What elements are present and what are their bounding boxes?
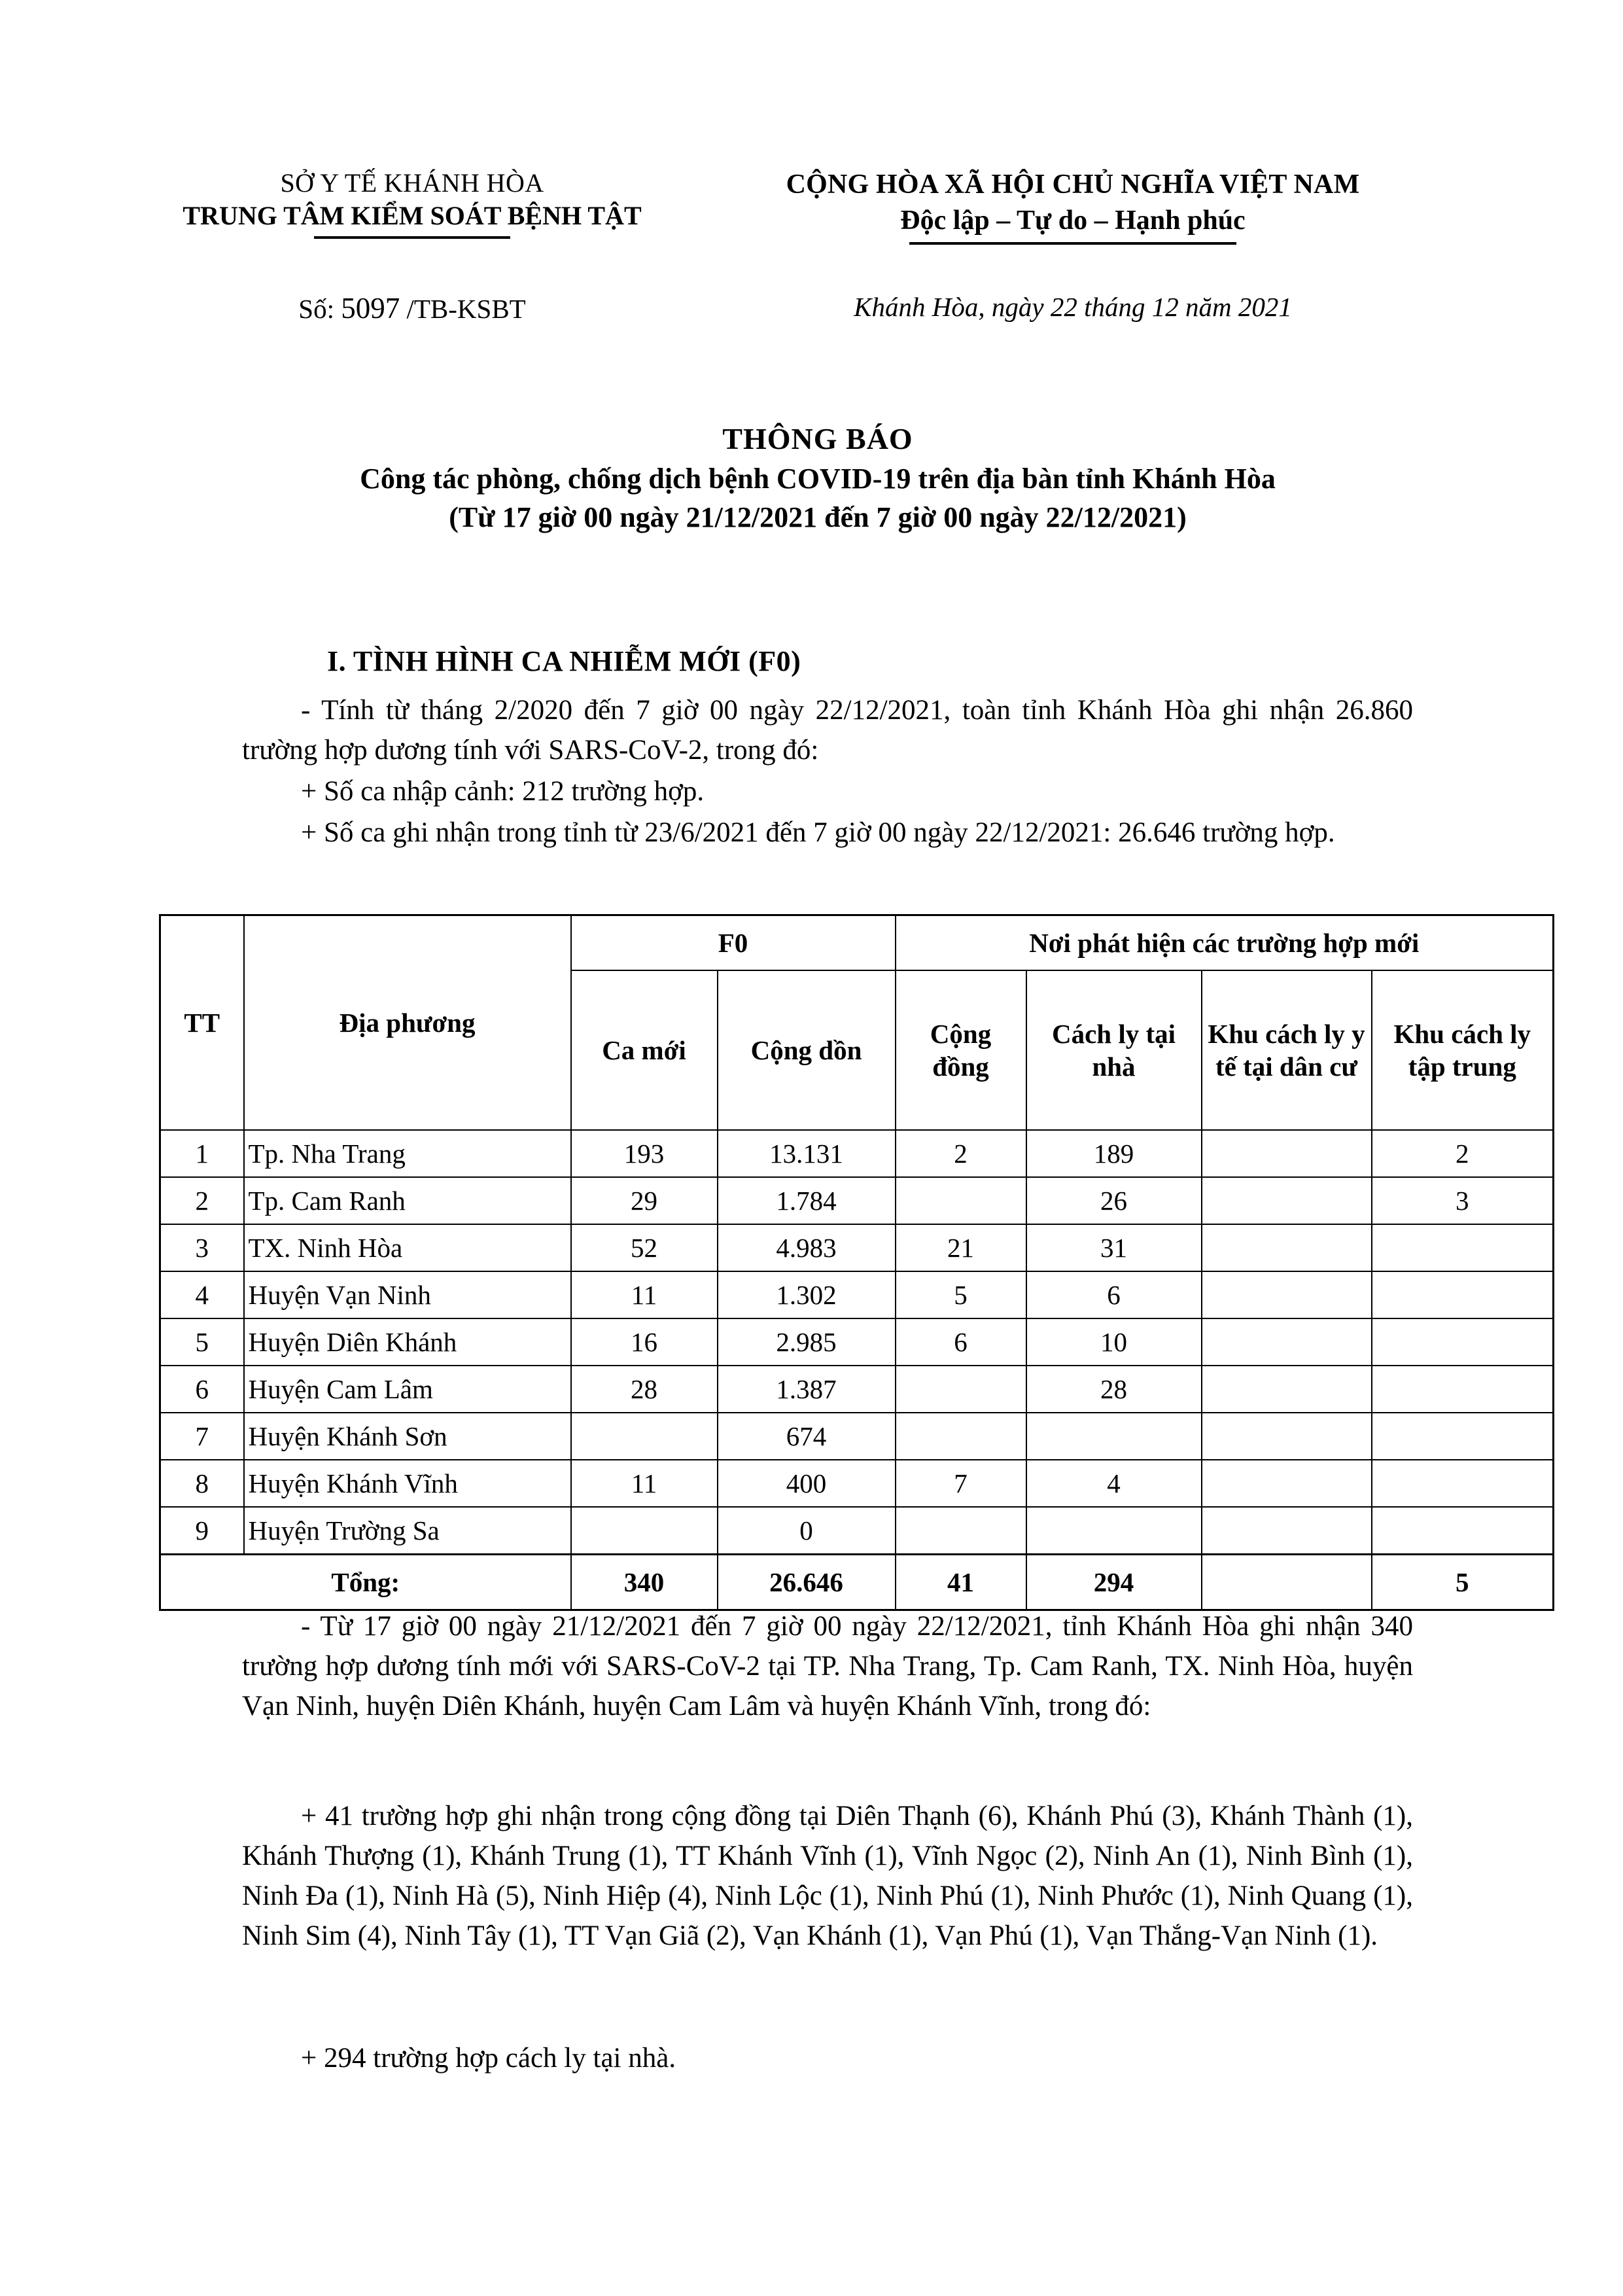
paragraph-imported-cases — [242, 771, 1413, 811]
table-row — [160, 1413, 1554, 1460]
table-row — [160, 1507, 1554, 1554]
table-row — [160, 1366, 1554, 1413]
document-subheader — [164, 291, 1472, 325]
table-row — [160, 1460, 1554, 1507]
cell-ca-moi: 193 — [571, 1130, 718, 1177]
cell-cong-don: 1.387 — [718, 1366, 896, 1413]
cell-khu-y-te — [1202, 1177, 1372, 1224]
cell-cong-dong — [896, 1177, 1026, 1224]
cell-ca-moi: 29 — [571, 1177, 718, 1224]
section-1-intro — [242, 690, 1413, 854]
cell-khu-y-te — [1202, 1224, 1372, 1271]
cell-cach-ly-tai-nha — [1026, 1507, 1202, 1554]
cell-cong-dong: 6 — [896, 1318, 1026, 1366]
paragraph-text: + 294 trường hợp cách ly tại nhà. — [301, 2043, 676, 2074]
paragraph-text: - Từ 17 giờ 00 ngày 21/12/2021 đến 7 giờ 00 ngày 22/12/2021, tỉnh Khánh Hòa ghi nhận 340 trường hợp dương tính mới với SARS-CoV-2 tại TP. Nha Trang, Tp. Cam Ranh, TX. Ninh Hòa, huyện Vạn Ninh, huyện Diên Khánh, huyện Cam Lâm và huyện Khánh Vĩnh, trong đó: — [242, 1611, 1413, 1722]
cell-tt: 1 — [160, 1130, 244, 1177]
table-row — [160, 1318, 1554, 1366]
cell-locality: Huyện Cam Lâm — [244, 1366, 571, 1413]
cell-tt: 8 — [160, 1460, 244, 1507]
cell-khu-tap-trung — [1372, 1507, 1554, 1554]
table-body — [160, 1130, 1554, 1610]
cell-locality: TX. Ninh Hòa — [244, 1224, 571, 1271]
national-heading — [661, 167, 1472, 245]
cell-total-khu-tap-trung: 5 — [1372, 1554, 1554, 1610]
table-row — [160, 1271, 1554, 1318]
cell-cong-don: 2.985 — [718, 1318, 896, 1366]
cell-khu-y-te — [1202, 1460, 1372, 1507]
cell-cach-ly-tai-nha: 10 — [1026, 1318, 1202, 1366]
covid-statistics-table — [159, 914, 1554, 1611]
cell-cong-don: 0 — [718, 1507, 896, 1554]
cell-ca-moi: 16 — [571, 1318, 718, 1366]
col-header-tt: TT — [160, 915, 244, 1131]
cell-cach-ly-tai-nha — [1026, 1413, 1202, 1460]
cell-khu-tap-trung — [1372, 1366, 1554, 1413]
cell-khu-y-te — [1202, 1366, 1372, 1413]
cell-tt: 6 — [160, 1366, 244, 1413]
cell-ca-moi — [571, 1507, 718, 1554]
cell-khu-tap-trung — [1372, 1460, 1554, 1507]
cell-total-ca-moi: 340 — [571, 1554, 718, 1610]
cell-cong-don: 1.302 — [718, 1271, 896, 1318]
issuing-organization — [164, 167, 661, 239]
col-header-cach-ly-tai-nha: Cách ly tại nhà — [1026, 970, 1202, 1130]
paragraph-text: + 41 trường hợp ghi nhận trong cộng đồng tại Diên Thạnh (6), Khánh Phú (3), Khánh Thành (1), Khánh Thượng (1), Khánh Trung (1), TT Khánh Vĩnh (1), Vĩnh Ngọc (2), Ninh An (1), Ninh Bình (1), Ninh Đa (1), Ninh Hà (5), Ninh Hiệp (4), Ninh Lộc (1), Ninh Phú (1), Ninh Phước (1), Ninh Quang (1), Ninh Sim (4), Ninh Tây (1), TT Vạn Giã (2), Vạn Khánh (1), Vạn Phú (1), Vạn Thắng-Vạn Ninh (1). — [242, 1801, 1413, 1952]
department-name: SỞ Y TẾ KHÁNH HÒA — [280, 168, 544, 198]
cell-khu-y-te — [1202, 1507, 1372, 1554]
cell-ca-moi: 11 — [571, 1460, 718, 1507]
cell-khu-tap-trung — [1372, 1271, 1554, 1318]
cell-ca-moi: 28 — [571, 1366, 718, 1413]
document-number-value: 5097 — [341, 292, 400, 325]
section-heading-1: I. TÌNH HÌNH CA NHIỄM MỚI (F0) — [327, 645, 801, 677]
cell-tt: 9 — [160, 1507, 244, 1554]
cell-tt: 5 — [160, 1318, 244, 1366]
section-1-home-quarantine — [242, 2038, 1413, 2079]
cell-locality: Huyện Trường Sa — [244, 1507, 571, 1554]
cell-total-cong-don: 26.646 — [718, 1554, 896, 1610]
place-and-date: Khánh Hòa, ngày 22 tháng 12 năm 2021 — [854, 292, 1292, 322]
cell-khu-tap-trung: 2 — [1372, 1130, 1554, 1177]
cell-khu-tap-trung: 3 — [1372, 1177, 1554, 1224]
cell-ca-moi: 52 — [571, 1224, 718, 1271]
paragraph-home-quarantine — [242, 2038, 1413, 2078]
cell-cong-don: 400 — [718, 1460, 896, 1507]
document-title-block — [164, 419, 1472, 537]
document-subject-line2: (Từ 17 giờ 00 ngày 21/12/2021 đến 7 giờ 00 ngày 22/12/2021) — [449, 501, 1187, 534]
cell-total-cong-dong: 41 — [896, 1554, 1026, 1610]
table-row — [160, 1130, 1554, 1177]
cell-cach-ly-tai-nha: 6 — [1026, 1271, 1202, 1318]
national-motto: Độc lập – Tự do – Hạnh phúc — [900, 205, 1246, 236]
document-type-title: THÔNG BÁO — [722, 422, 913, 455]
left-divider — [314, 236, 510, 239]
cell-cong-dong: 21 — [896, 1224, 1026, 1271]
country-name: CỘNG HÒA XÃ HỘI CHỦ NGHĨA VIỆT NAM — [786, 169, 1360, 200]
cell-locality: Tp. Cam Ranh — [244, 1177, 571, 1224]
cell-cach-ly-tai-nha: 4 — [1026, 1460, 1202, 1507]
cell-cong-dong: 2 — [896, 1130, 1026, 1177]
document-number-suffix: /TB-KSBT — [406, 294, 526, 324]
cell-cong-dong: 5 — [896, 1271, 1026, 1318]
cell-khu-tap-trung — [1372, 1413, 1554, 1460]
cell-cong-dong — [896, 1366, 1026, 1413]
cell-khu-y-te — [1202, 1318, 1372, 1366]
cell-cach-ly-tai-nha: 31 — [1026, 1224, 1202, 1271]
cell-locality: Huyện Khánh Vĩnh — [244, 1460, 571, 1507]
cell-locality: Huyện Diên Khánh — [244, 1318, 571, 1366]
cell-khu-y-te — [1202, 1413, 1372, 1460]
cell-locality: Huyện Vạn Ninh — [244, 1271, 571, 1318]
cell-ca-moi: 11 — [571, 1271, 718, 1318]
col-header-cong-don: Cộng dồn — [718, 970, 896, 1130]
paragraph-domestic-cases — [242, 813, 1413, 853]
cell-khu-tap-trung — [1372, 1318, 1554, 1366]
cell-khu-y-te — [1202, 1271, 1372, 1318]
col-header-dia-phuong: Địa phương — [244, 915, 571, 1131]
paragraph-new-cases-summary — [242, 1606, 1413, 1726]
col-group-header-detection: Nơi phát hiện các trường hợp mới — [896, 915, 1554, 971]
document-number-line — [164, 291, 661, 325]
section-1-summary — [242, 1606, 1413, 1727]
paragraph-text: - Tính từ tháng 2/2020 đến 7 giờ 00 ngày 22/12/2021, toàn tỉnh Khánh Hòa ghi nhận 26.860 trường hợp dương tính với SARS-CoV-2, trong đó: — [242, 695, 1413, 766]
cell-locality: Tp. Nha Trang — [244, 1130, 571, 1177]
col-header-cong-dong: Cộng đồng — [896, 970, 1026, 1130]
statistics-table-wrapper — [159, 914, 1552, 1611]
paragraph-text: + Số ca ghi nhận trong tỉnh từ 23/6/2021 đến 7 giờ 00 ngày 22/12/2021: 26.646 trường hợp. — [301, 817, 1335, 849]
paragraph-cumulative-cases — [242, 690, 1413, 770]
paragraph-text: + Số ca nhập cảnh: 212 trường hợp. — [301, 776, 705, 807]
cell-total-cach-ly-tai-nha: 294 — [1026, 1554, 1202, 1610]
cell-tt: 2 — [160, 1177, 244, 1224]
table-row — [160, 1224, 1554, 1271]
cell-cong-don: 1.784 — [718, 1177, 896, 1224]
cell-cong-dong — [896, 1507, 1026, 1554]
table-group-header-row — [160, 915, 1554, 971]
cell-cach-ly-tai-nha: 28 — [1026, 1366, 1202, 1413]
cell-tt: 3 — [160, 1224, 244, 1271]
center-name: TRUNG TÂM KIỂM SOÁT BỆNH TẬT — [183, 201, 642, 230]
right-divider — [909, 242, 1236, 245]
table-row — [160, 1177, 1554, 1224]
document-number-label: Số: — [298, 294, 334, 324]
cell-cong-don: 13.131 — [718, 1130, 896, 1177]
cell-locality: Huyện Khánh Sơn — [244, 1413, 571, 1460]
paragraph-community-breakdown — [242, 1796, 1413, 1956]
col-header-khu-cach-ly-y-te: Khu cách ly y tế tại dân cư — [1202, 970, 1372, 1130]
cell-ca-moi — [571, 1413, 718, 1460]
table-total-row — [160, 1554, 1554, 1610]
section-1-community-cases — [242, 1796, 1413, 1957]
col-group-header-f0: F0 — [571, 915, 896, 971]
cell-tt: 4 — [160, 1271, 244, 1318]
cell-cong-don: 4.983 — [718, 1224, 896, 1271]
cell-cong-don: 674 — [718, 1413, 896, 1460]
cell-cong-dong — [896, 1413, 1026, 1460]
col-header-khu-cach-ly-tap-trung: Khu cách ly tập trung — [1372, 970, 1554, 1130]
document-subject-line1: Công tác phòng, chống dịch bệnh COVID-19 trên địa bàn tỉnh Khánh Hòa — [360, 463, 1276, 495]
cell-total-khu-y-te — [1202, 1554, 1372, 1610]
cell-cong-dong: 7 — [896, 1460, 1026, 1507]
table-head — [160, 915, 1554, 1131]
cell-total-label: Tổng: — [160, 1554, 571, 1610]
cell-cach-ly-tai-nha: 189 — [1026, 1130, 1202, 1177]
cell-tt: 7 — [160, 1413, 244, 1460]
document-header — [164, 167, 1472, 245]
col-header-ca-moi: Ca mới — [571, 970, 718, 1130]
cell-khu-y-te — [1202, 1130, 1372, 1177]
cell-khu-tap-trung — [1372, 1224, 1554, 1271]
cell-cach-ly-tai-nha: 26 — [1026, 1177, 1202, 1224]
